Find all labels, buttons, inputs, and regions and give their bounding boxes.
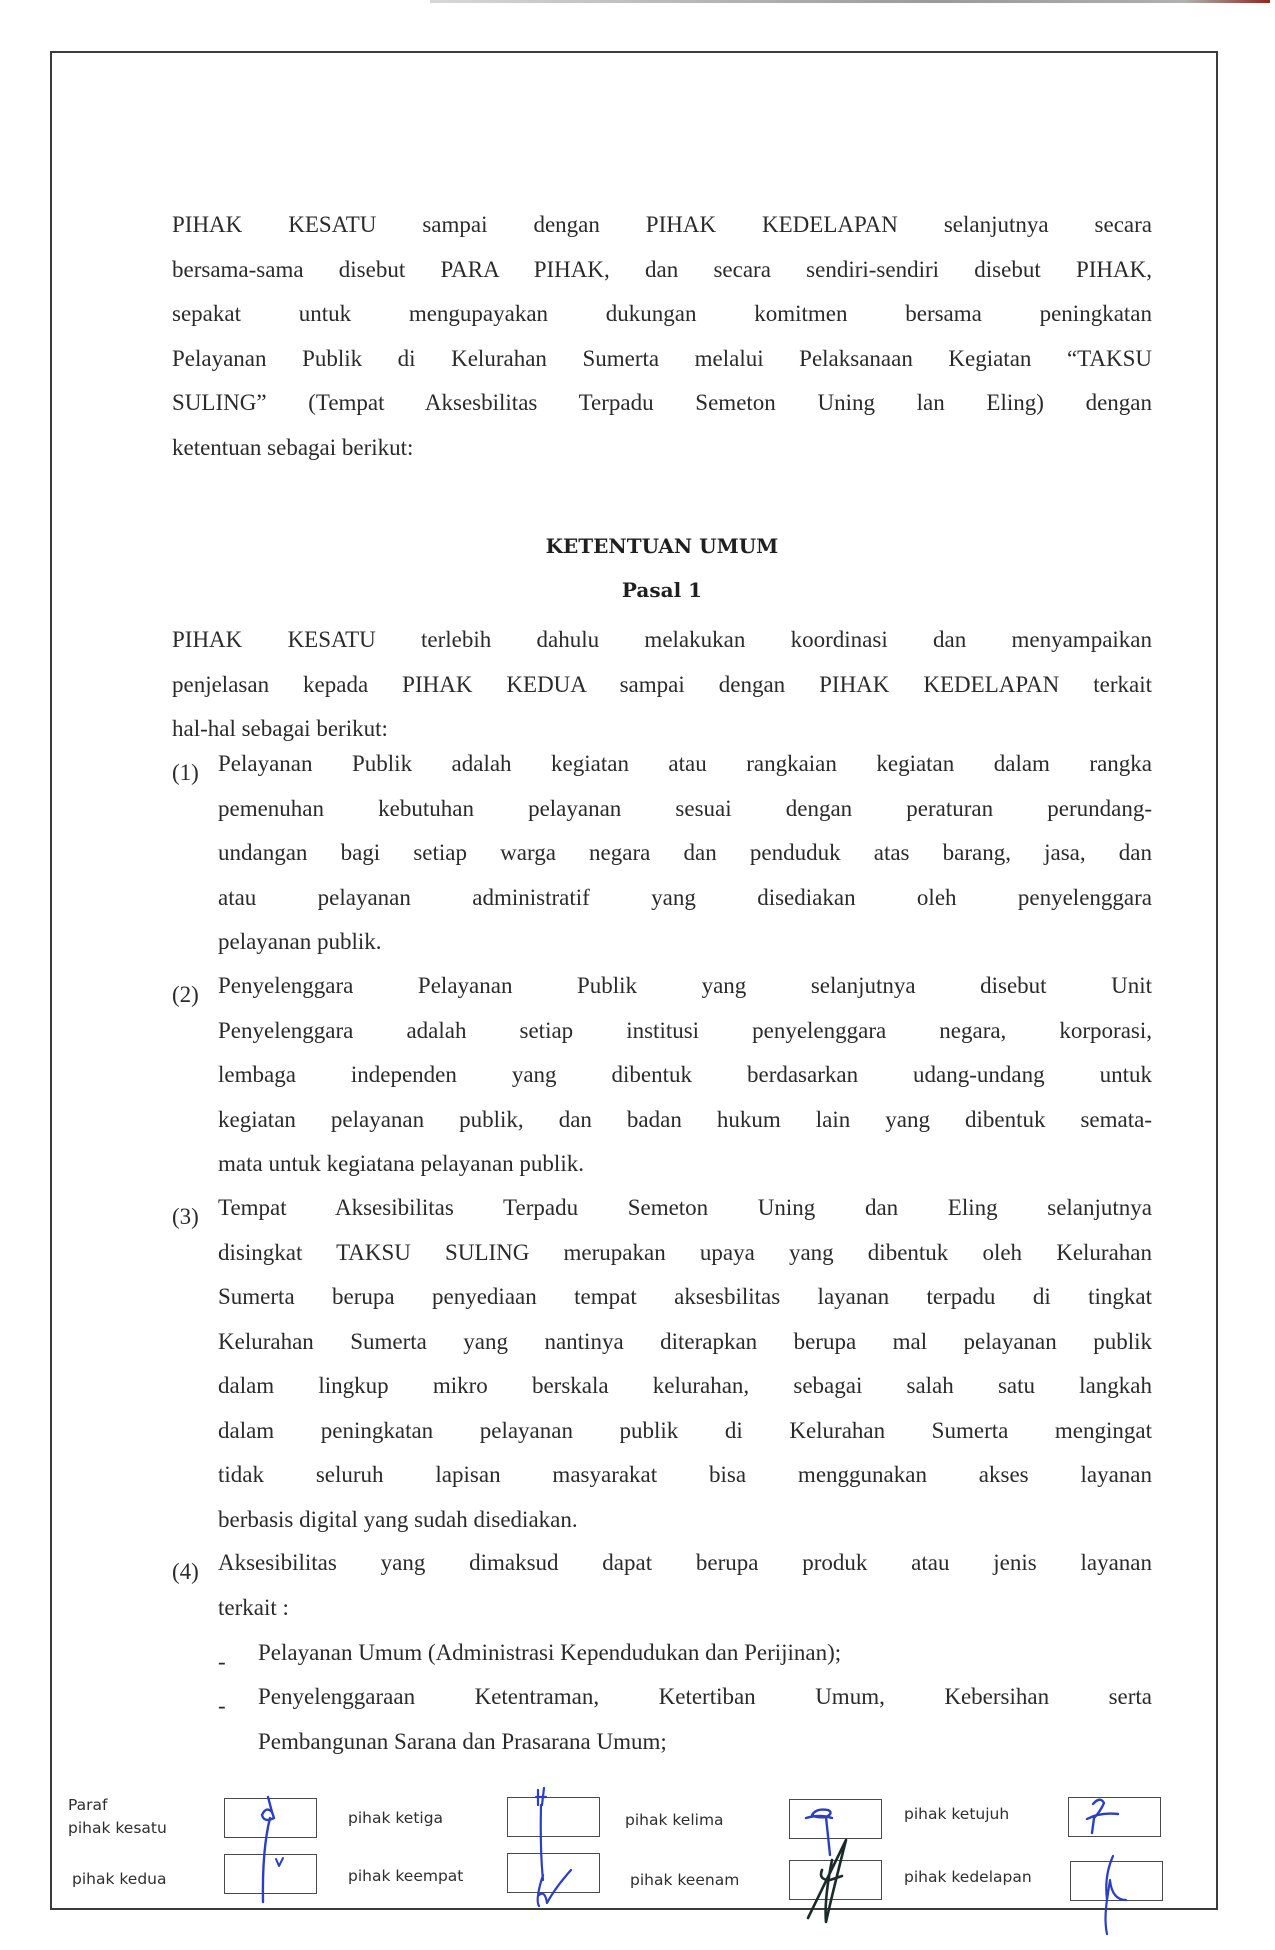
scan-edge-line	[430, 0, 1270, 3]
section-title: KETENTUAN UMUM	[545, 534, 779, 558]
pasal1-lead	[172, 618, 1152, 752]
item-line: Pelayanan Publik adalah kegiatan atau rangkaian kegiatan dalam rangka	[218, 751, 1152, 776]
intro-line: Pelayanan Publik di Kelurahan Sumerta melalui Pelaksanaan Kegiatan “TAKSU	[172, 345, 1152, 371]
item-line: tidak seluruh lapisan masyarakat bisa menggunakan akses layanan	[218, 1462, 1152, 1487]
pasal-title: Pasal 1	[621, 578, 703, 602]
paraf-label-pihak-kedelapan: pihak kedelapan	[904, 1868, 1032, 1886]
item-line: Tempat Aksesibilitas Terpadu Semeton Uning dan Eling selanjutnya	[218, 1195, 1152, 1220]
paraf-box-pihak-ketiga[interactable]	[507, 1797, 600, 1837]
paraf-label-pihak-kelima: pihak kelima	[625, 1811, 724, 1829]
item-line: pemenuhan kebutuhan pelayanan sesuai dengan peraturan perundang-	[218, 795, 1152, 821]
lead-line: hal-hal sebagai berikut:	[172, 716, 388, 741]
item-line: dalam lingkup mikro berskala kelurahan, sebagai salah satu langkah	[218, 1373, 1152, 1398]
intro-line: sepakat untuk mengupayakan dukungan komitmen bersama peningkatan	[172, 301, 1152, 326]
item-line: disingkat TAKSU SULING merupakan upaya yang dibentuk oleh Kelurahan	[218, 1239, 1152, 1265]
item-line: pelayanan publik.	[218, 929, 382, 954]
intro-line: SULING” (Tempat Aksesbilitas Terpadu Semeton Uning lan Eling) dengan	[172, 390, 1152, 415]
item-line: Kelurahan Sumerta yang nantinya diterapkan berupa mal pelayanan publik	[218, 1328, 1152, 1354]
sub-item-line: Pelayanan Umum (Administrasi Kependudukan dan Perijinan);	[258, 1640, 842, 1665]
intro-paragraph	[172, 203, 1152, 470]
paraf-box-pihak-kedelapan[interactable]	[1070, 1861, 1163, 1901]
paraf-box-pihak-keempat[interactable]	[507, 1853, 600, 1893]
item-line: Penyelenggara adalah setiap institusi penyelenggara negara, korporasi,	[218, 1017, 1152, 1043]
item-line: undangan bagi setiap warga negara dan penduduk atas barang, jasa, dan	[218, 840, 1152, 865]
item-line: Aksesibilitas yang dimaksud dapat berupa produk atau jenis layanan	[218, 1550, 1152, 1575]
paraf-label-pihak-keempat: pihak keempat	[348, 1867, 464, 1885]
item-line: mata untuk kegiatana pelayanan publik.	[218, 1151, 584, 1176]
item-line: lembaga independen yang dibentuk berdasarkan udang-undang untuk	[218, 1062, 1152, 1087]
item-line: terkait :	[218, 1594, 289, 1620]
sub-item-line: Pembangunan Sarana dan Prasarana Umum;	[258, 1728, 667, 1754]
item-line: berbasis digital yang sudah disediakan.	[218, 1506, 578, 1532]
lead-line: PIHAK KESATU terlebih dahulu melakukan koordinasi dan menyampaikan	[172, 627, 1152, 652]
paraf-label-pihak-ketujuh: pihak ketujuh	[904, 1805, 1010, 1823]
item-line: dalam peningkatan pelayanan publik di Kelurahan Sumerta mengingat	[218, 1417, 1152, 1443]
paraf-box-pihak-kedua[interactable]	[224, 1854, 317, 1894]
lead-line: penjelasan kepada PIHAK KEDUA sampai dengan PIHAK KEDELAPAN terkait	[172, 671, 1152, 697]
sub-item-line: Penyelenggaraan Ketentraman, Ketertiban Umum, Kebersihan serta	[258, 1684, 1152, 1709]
item-line: kegiatan pelayanan publik, dan badan hukum lain yang dibentuk semata-	[218, 1106, 1152, 1132]
paraf-box-pihak-kelima[interactable]	[789, 1799, 882, 1839]
item-number: (1)	[172, 760, 199, 785]
paraf-label-pihak-kedua: pihak kedua	[72, 1870, 167, 1888]
paraf-label-pihak-kesatu: pihak kesatu	[68, 1819, 167, 1837]
paraf-title: Paraf	[68, 1796, 108, 1814]
paraf-label-pihak-ketiga: pihak ketiga	[348, 1809, 444, 1827]
item-number: (4)	[172, 1559, 199, 1584]
intro-line: ketentuan sebagai berikut:	[172, 434, 414, 460]
paraf-box-pihak-ketujuh[interactable]	[1068, 1797, 1161, 1837]
dash-marker: -	[218, 1693, 226, 1718]
item-line: atau pelayanan administratif yang disediakan oleh penyelenggara	[218, 884, 1152, 910]
paraf-box-pihak-keenam[interactable]	[789, 1860, 882, 1900]
intro-line: bersama-sama disebut PARA PIHAK, dan secara sendiri-sendiri disebut PIHAK,	[172, 256, 1152, 282]
intro-line: PIHAK KESATU sampai dengan PIHAK KEDELAPAN selanjutnya secara	[172, 212, 1152, 237]
item-number: (3)	[172, 1204, 199, 1229]
item-line: Penyelenggara Pelayanan Publik yang selanjutnya disebut Unit	[218, 973, 1152, 998]
paraf-box-pihak-kesatu[interactable]	[224, 1798, 317, 1838]
dash-marker: -	[218, 1649, 226, 1674]
item-number: (2)	[172, 982, 199, 1007]
paraf-label-pihak-keenam: pihak keenam	[630, 1871, 740, 1889]
item-line: Sumerta berupa penyediaan tempat aksesbilitas layanan terpadu di tingkat	[218, 1284, 1152, 1309]
